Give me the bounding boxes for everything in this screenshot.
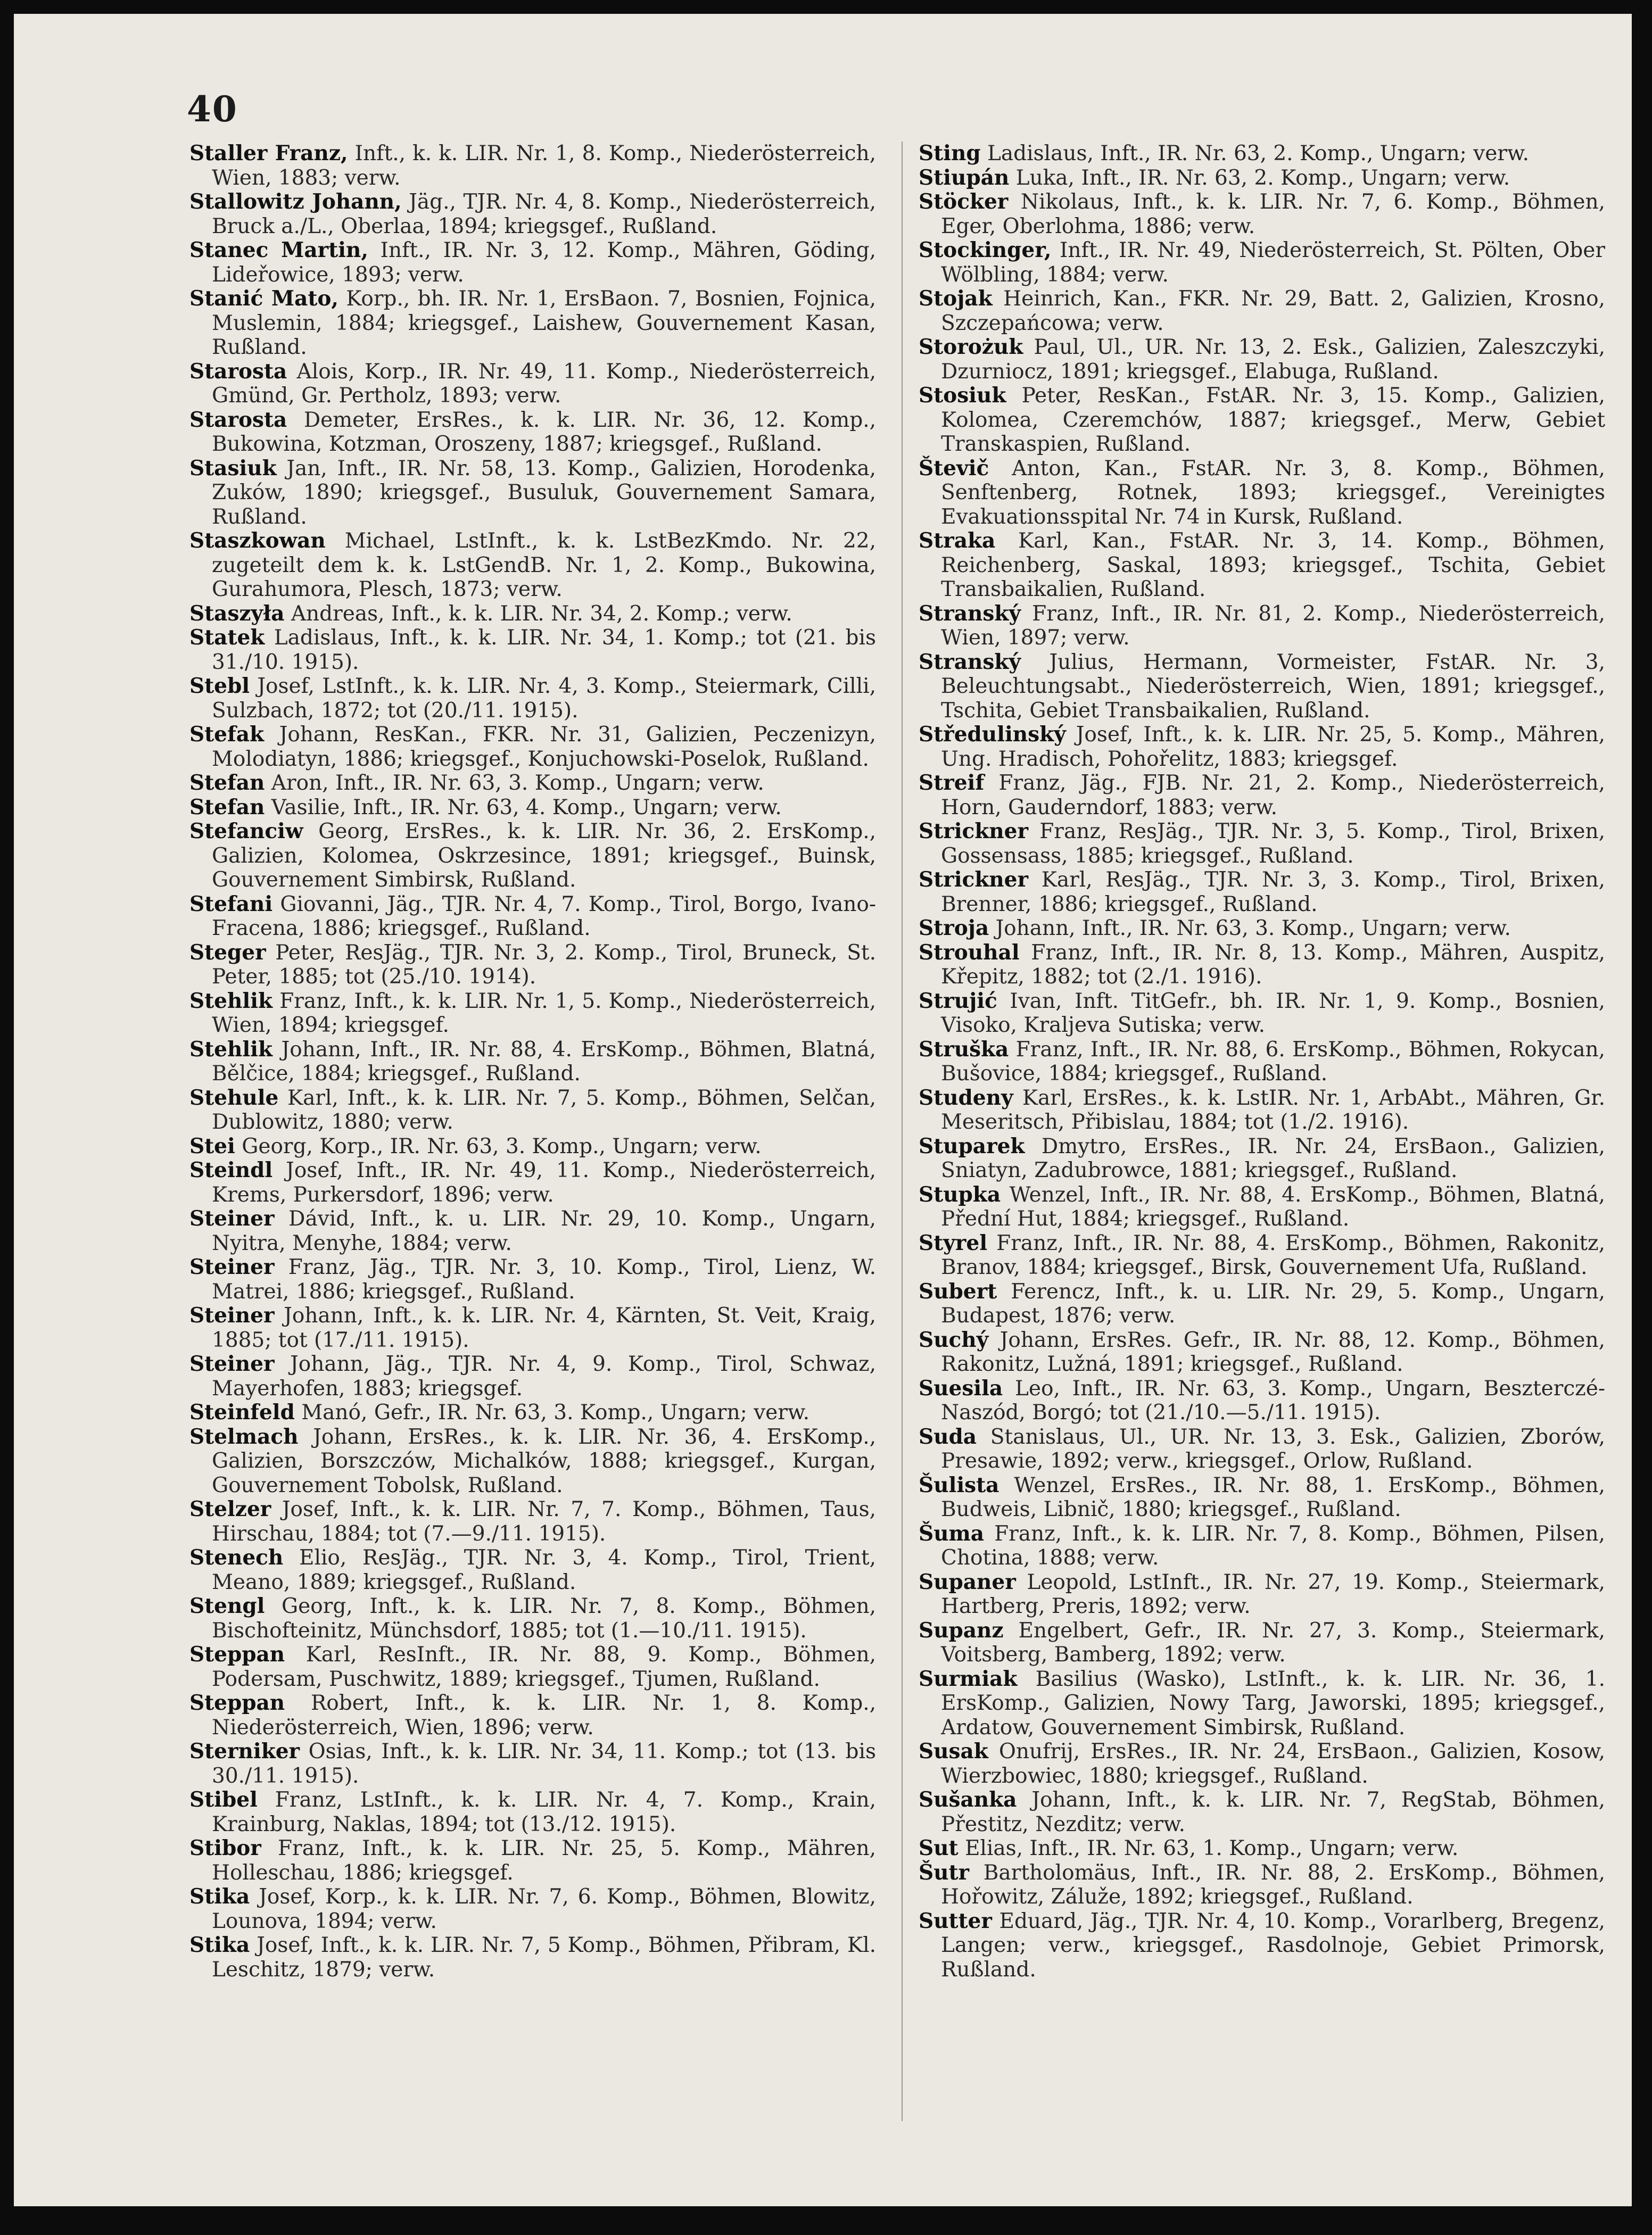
entry-details: Manó, Gefr., IR. Nr. 63, 3. Komp., Ungarn; verw.: [294, 1401, 810, 1425]
entry-surname: Stupka: [919, 1182, 1001, 1207]
entry-details: Franz, Inft., k. k. LIR. Nr. 7, 8. Komp., Böhmen, Pilsen, Chotina, 1888; verw.: [941, 1521, 1605, 1570]
entry-details: Johann, ErsRes. Gefr., IR. Nr. 88, 12. Komp., Böhmen, Rakonitz, Lužná, 1891; kriegsgef., Rußland.: [941, 1328, 1605, 1376]
entry-details: Franz, ResJäg., TJR. Nr. 3, 5. Komp., Tirol, Brixen, Gossensass, 1885; kriegsgef., Rußland.: [941, 820, 1605, 868]
entry-surname: Strouhal: [919, 940, 1020, 965]
entry-surname: Stibor: [189, 1836, 261, 1860]
entry-surname: Stojak: [919, 286, 993, 311]
casualty-entry: [919, 1570, 1605, 1619]
casualty-entry: [189, 360, 876, 408]
entry-surname: Staszkowan: [189, 528, 326, 553]
entry-details: Eduard, Jäg., TJR. Nr. 4, 10. Komp., Vorarlberg, Bregenz, Langen; verw., kriegsgef., Rasdolnoje, Gebiet Primorsk, Rußland.: [941, 1909, 1605, 1982]
casualty-entry: [189, 626, 876, 674]
casualty-entry: [189, 1255, 876, 1304]
entry-surname: Steiner: [189, 1352, 275, 1376]
entry-details: Basilius (Wasko), LstInft., k. k. LIR. Nr. 36, 1. ErsKomp., Galizien, Nowy Targ, Jaworski, 1895; kriegsgef., Ardatow, Gouvernement Simbirsk, Rußland.: [941, 1667, 1605, 1740]
casualty-entry: [189, 190, 876, 238]
entry-surname: Sutter: [919, 1908, 992, 1933]
casualty-entry: [919, 457, 1605, 529]
entry-surname: Stehule: [189, 1085, 279, 1110]
entry-details: Josef, LstInft., k. k. LIR. Nr. 4, 3. Komp., Steiermark, Cilli, Sulzbach, 1872; tot (20./11. 1915).: [212, 674, 876, 723]
casualty-entry: [189, 820, 876, 892]
casualty-entry: [919, 1425, 1605, 1474]
casualty-entry: [919, 916, 1605, 941]
casualty-entry: [189, 1836, 876, 1885]
entry-details: Johann, ResKan., FKR. Nr. 31, Galizien, Peczenizyn, Molodiatyn, 1886; kriegsgef., Konjuchowski-Poselok, Rußland.: [212, 723, 876, 771]
entry-surname: Styrel: [919, 1230, 988, 1255]
entry-details: Karl, Kan., FstAR. Nr. 3, 14. Komp., Böhmen, Reichenberg, Saskal, 1893; kriegsgef., Tschita, Gebiet Transbaikalien, Rußland.: [941, 529, 1605, 601]
entry-details: Dmytro, ErsRes., IR. Nr. 24, ErsBaon., Galizien, Sniatyn, Zadubrowce, 1881; kriegsgef., Rußland.: [941, 1134, 1605, 1182]
entry-surname: Stelzer: [189, 1497, 271, 1521]
casualty-entry: [189, 1158, 876, 1207]
casualty-entry: [189, 1691, 876, 1740]
casualty-entry: [189, 1740, 876, 1788]
casualty-entry: [919, 1836, 1605, 1861]
page-number: 40: [187, 88, 238, 130]
entry-surname: Sting: [919, 141, 981, 165]
casualty-entry: [919, 1377, 1605, 1425]
entry-details: Leopold, LstInft., IR. Nr. 27, 19. Komp., Steiermark, Hartberg, Preris, 1892; verw.: [941, 1570, 1605, 1618]
entry-details: Bartholomäus, Inft., IR. Nr. 88, 2. ErsKomp., Böhmen, Hořowitz, Záluže, 1892; kriegsgef., Rußland.: [941, 1860, 1605, 1909]
casualty-entry: [919, 602, 1605, 650]
casualty-entry: [189, 1594, 876, 1643]
casualty-entry: [189, 1304, 876, 1352]
entry-surname: Suesila: [919, 1376, 1003, 1401]
column-divider: [902, 142, 903, 2121]
entry-details: Ladislaus, Inft., IR. Nr. 63, 2. Komp., Ungarn; verw.: [980, 142, 1530, 165]
entry-surname: Supaner: [919, 1569, 1016, 1594]
casualty-entry: [919, 1909, 1605, 1982]
casualty-entry: [919, 989, 1605, 1038]
entry-details: Peter, ResKan., FstAR. Nr. 3, 15. Komp., Galizien, Kolomea, Czeremchów, 1887; kriegsgef., Merw, Gebiet Transkaspien, Rußland.: [941, 384, 1605, 456]
entry-details: Franz, LstInft., k. k. LIR. Nr. 4, 7. Komp., Krain, Krainburg, Naklas, 1894; tot (13./12. 1915).: [212, 1788, 876, 1836]
entry-surname: Stika: [189, 1933, 250, 1957]
casualty-entry: [919, 384, 1605, 457]
entry-surname: Stiupán: [919, 165, 1010, 190]
entry-details: Anton, Kan., FstAR. Nr. 3, 8. Komp., Böhmen, Senftenberg, Rotnek, 1893; kriegsgef., Vereinigtes Evakuationsspital Nr. 74 in Kursk, Rußland.: [941, 456, 1605, 529]
entry-surname: Steiner: [189, 1303, 275, 1328]
entry-surname: Stasiuk: [189, 456, 277, 481]
entry-surname: Struška: [919, 1037, 1009, 1062]
entry-surname: Surmiak: [919, 1666, 1018, 1691]
entry-details: Wenzel, ErsRes., IR. Nr. 88, 1. ErsKomp., Böhmen, Budweis, Libnič, 1880; kriegsgef., Rußland.: [941, 1473, 1605, 1521]
entry-surname: Stefak: [189, 722, 265, 747]
entry-surname: Steger: [189, 940, 266, 965]
entry-surname: Stöcker: [919, 189, 1009, 214]
casualty-entry: [189, 602, 876, 626]
entry-surname: Stengl: [189, 1594, 265, 1618]
entry-surname: Števič: [919, 456, 989, 481]
entry-details: Stanislaus, Ul., UR. Nr. 13, 3. Esk., Galizien, Zborów, Presawie, 1892; verw., kriegsgef., Orlow, Rußland.: [941, 1425, 1605, 1473]
entry-details: Georg, Korp., IR. Nr. 63, 3. Komp., Ungarn; verw.: [235, 1134, 762, 1158]
entry-details: Josef, Inft., IR. Nr. 49, 11. Komp., Niederösterreich, Krems, Purkersdorf, 1896; verw.: [212, 1158, 876, 1207]
entry-surname: Šuma: [919, 1521, 985, 1546]
entry-surname: Stanić Mato,: [189, 286, 338, 311]
entry-details: Josef, Inft., k. k. LIR. Nr. 25, 5. Komp., Mähren, Ung. Hradisch, Pohořelitz, 1883; kriegsgef.: [941, 723, 1605, 771]
entry-surname: Sterniker: [189, 1739, 300, 1764]
entry-details: Franz, Inft., IR. Nr. 88, 4. ErsKomp., Böhmen, Rakonitz, Branov, 1884; kriegsgef., Birsk, Gouvernement Ufa, Rußland.: [941, 1231, 1605, 1279]
entry-surname: Susak: [919, 1739, 988, 1764]
entry-surname: Storożuk: [919, 335, 1023, 359]
entry-surname: Sušanka: [919, 1787, 1017, 1812]
entry-surname: Stranský: [919, 601, 1021, 626]
entry-details: Johann, ErsRes., k. k. LIR. Nr. 36, 4. ErsKomp., Galizien, Borszczów, Michalków, 1888; kriegsgef., Kurgan, Gouvernement Tobolsk, Rußland.: [212, 1425, 876, 1497]
entry-details: Georg, Inft., k. k. LIR. Nr. 7, 8. Komp., Böhmen, Bischofteinitz, Münchsdorf, 1885; tot (1.—10./11. 1915).: [212, 1594, 876, 1643]
casualty-entry: [919, 1474, 1605, 1522]
entry-surname: Staszyła: [189, 601, 285, 626]
casualty-entry: [189, 771, 876, 796]
entry-surname: Supanz: [919, 1618, 1004, 1643]
entry-surname: Subert: [919, 1279, 997, 1304]
right-column: [919, 142, 1605, 1982]
entry-surname: Stefanciw: [189, 819, 303, 843]
entry-details: Georg, ErsRes., k. k. LIR. Nr. 36, 2. ErsKomp., Galizien, Kolomea, Oskrzesince, 1891; kriegsgef., Buinsk, Gouvernement Simbirsk, Rußland.: [212, 820, 876, 892]
casualty-entry: [919, 723, 1605, 771]
entry-surname: Stehlik: [189, 988, 272, 1013]
entry-details: Heinrich, Kan., FKR. Nr. 29, Batt. 2, Galizien, Krosno, Szczepańcowa; verw.: [941, 287, 1605, 335]
casualty-entry: [189, 238, 876, 287]
entry-surname: Steiner: [189, 1255, 275, 1279]
casualty-entry: [919, 166, 1605, 191]
entry-surname: Stelmach: [189, 1424, 299, 1449]
entry-details: Ferencz, Inft., k. u. LIR. Nr. 29, 5. Komp., Ungarn, Budapest, 1876; verw.: [941, 1279, 1605, 1328]
casualty-entry: [919, 1667, 1605, 1740]
casualty-entry: [919, 190, 1605, 238]
casualty-entry: [919, 1861, 1605, 1909]
entry-details: Osias, Inft., k. k. LIR. Nr. 34, 11. Komp.; tot (13. bis 30./11. 1915).: [212, 1740, 876, 1788]
entry-details: Inft., IR. Nr. 3, 12. Komp., Mähren, Göding, Lideřowice, 1893; verw.: [212, 238, 876, 287]
casualty-entry: [189, 1546, 876, 1594]
entry-surname: Stefan: [189, 771, 265, 795]
entry-surname: Stefani: [189, 891, 273, 916]
entry-surname: Středulinský: [919, 722, 1066, 747]
entry-details: Josef, Inft., k. k. LIR. Nr. 7, 5 Komp., Böhmen, Přibram, Kl. Leschitz, 1879; verw.: [212, 1933, 876, 1982]
casualty-entry: [919, 529, 1605, 602]
entry-details: Demeter, ErsRes., k. k. LIR. Nr. 36, 12. Komp., Bukowina, Kotzman, Oroszeny, 1887; kriegsgef., Rußland.: [212, 408, 876, 456]
entry-details: Franz, Inft., IR. Nr. 8, 13. Komp., Mähren, Auspitz, Křepitz, 1882; tot (2./1. 1916).: [941, 940, 1605, 989]
entry-details: Franz, Jäg., TJR. Nr. 3, 10. Komp., Tirol, Lienz, W. Matrei, 1886; kriegsgef., Rußland.: [212, 1255, 876, 1304]
entry-surname: Suchý: [919, 1327, 989, 1352]
entry-details: Leo, Inft., IR. Nr. 63, 3. Komp., Ungarn, Beszterczé-Naszód, Borgó; tot (21./10.—5./11. 1915).: [941, 1376, 1605, 1425]
entry-details: Karl, ErsRes., k. k. LstIR. Nr. 1, ArbAbt., Mähren, Gr. Meseritsch, Přibislau, 1884; tot (1./2. 1916).: [941, 1086, 1605, 1134]
entry-details: Aron, Inft., IR. Nr. 63, 3. Komp., Ungarn; verw.: [265, 771, 764, 795]
entry-details: Michael, LstInft., k. k. LstBezKmdo. Nr. 22, zugeteilt dem k. k. LstGendB. Nr. 1, 2. Komp., Bukowina, Gurahumora, Plesch, 1873; verw.: [212, 529, 876, 601]
entry-details: Peter, ResJäg., TJR. Nr. 3, 2. Komp., Tirol, Bruneck, St. Peter, 1885; tot (25./10. 1914).: [212, 940, 876, 989]
entry-details: Johann, Inft., k. k. LIR. Nr. 4, Kärnten, St. Veit, Kraig, 1885; tot (17./11. 1915).: [212, 1304, 876, 1352]
casualty-entry: [919, 868, 1605, 916]
casualty-entry: [919, 1280, 1605, 1328]
entry-details: Karl, Inft., k. k. LIR. Nr. 7, 5. Komp., Böhmen, Selčan, Dublowitz, 1880; verw.: [212, 1086, 876, 1134]
casualty-entry: [919, 1135, 1605, 1183]
casualty-entry: [919, 1328, 1605, 1377]
casualty-entry: [189, 1207, 876, 1255]
casualty-entry: [919, 1522, 1605, 1570]
entry-details: Franz, Inft., IR. Nr. 88, 6. ErsKomp., Böhmen, Rokycan, Bušovice, 1884; kriegsgef., Rußland.: [941, 1037, 1605, 1086]
entry-details: Luka, Inft., IR. Nr. 63, 2. Komp., Ungarn; verw.: [1009, 165, 1510, 190]
document-page: [14, 14, 1632, 2206]
entry-surname: Stika: [189, 1884, 250, 1909]
casualty-entry: [919, 1038, 1605, 1086]
entry-details: Onufrij, ErsRes., IR. Nr. 24, ErsBaon., Galizien, Kosow, Wierzbowiec, 1880; kriegsgef., Rußland.: [941, 1740, 1605, 1788]
casualty-entry: [919, 238, 1605, 287]
entry-surname: Stefan: [189, 794, 265, 820]
casualty-entry: [189, 1401, 876, 1425]
entry-surname: Stroja: [919, 916, 989, 940]
entry-details: Karl, ResJäg., TJR. Nr. 3, 3. Komp., Tirol, Brixen, Brenner, 1886; kriegsgef., Rußland.: [941, 868, 1605, 916]
entry-details: Josef, Korp., k. k. LIR. Nr. 7, 6. Komp., Böhmen, Blowitz, Lounova, 1894; verw.: [212, 1885, 876, 1933]
entry-details: Andreas, Inft., k. k. LIR. Nr. 34, 2. Komp.; verw.: [284, 601, 792, 626]
casualty-entry: [189, 989, 876, 1038]
entry-details: Johann, Inft., k. k. LIR. Nr. 7, RegStab, Böhmen, Přestitz, Nezditz; verw.: [941, 1788, 1605, 1836]
entry-surname: Šulista: [919, 1472, 1000, 1497]
entry-surname: Steindl: [189, 1158, 273, 1182]
casualty-entry: [189, 1425, 876, 1498]
casualty-entry: [189, 892, 876, 941]
entry-details: Inft., IR. Nr. 49, Niederösterreich, St. Pölten, Ober Wölbling, 1884; verw.: [941, 238, 1605, 287]
entry-details: Franz, Inft., k. k. LIR. Nr. 25, 5. Komp., Mähren, Holleschau, 1886; kriegsgef.: [212, 1836, 876, 1885]
casualty-entry: [919, 1788, 1605, 1836]
casualty-entry: [919, 287, 1605, 335]
casualty-entry: [189, 142, 876, 190]
casualty-entry: [919, 941, 1605, 989]
casualty-entry: [189, 1352, 876, 1401]
entry-surname: Stranský: [919, 649, 1021, 674]
entry-surname: Steppan: [189, 1642, 285, 1667]
casualty-entry: [919, 1740, 1605, 1788]
casualty-entry: [919, 335, 1605, 384]
entry-details: Ivan, Inft. TitGefr., bh. IR. Nr. 1, 9. Komp., Bosnien, Visoko, Kraljeva Sutiska; verw.: [941, 989, 1605, 1037]
entry-details: Elias, Inft., IR. Nr. 63, 1. Komp., Ungarn; verw.: [958, 1836, 1459, 1860]
entry-surname: Steiner: [189, 1206, 275, 1231]
entry-details: Robert, Inft., k. k. LIR. Nr. 1, 8. Komp., Niederösterreich, Wien, 1896; verw.: [212, 1691, 876, 1740]
entry-surname: Strickner: [919, 867, 1029, 892]
entry-details: Korp., bh. IR. Nr. 1, ErsBaon. 7, Bosnien, Fojnica, Muslemin, 1884; kriegsgef., Laishew, Gouvernement Kasan, Rußland.: [212, 287, 876, 359]
entry-surname: Stanec Martin,: [189, 238, 368, 262]
entry-details: Inft., k. k. LIR. Nr. 1, 8. Komp., Niederösterreich, Wien, 1883; verw.: [212, 142, 876, 190]
entry-details: Franz, Jäg., FJB. Nr. 21, 2. Komp., Niederösterreich, Horn, Gauderndorf, 1883; verw.: [941, 771, 1605, 820]
left-column: [189, 142, 876, 1982]
casualty-entry: [919, 1619, 1605, 1667]
entry-details: Jan, Inft., IR. Nr. 58, 13. Komp., Galizien, Horodenka, Zuków, 1890; kriegsgef., Busuluk, Gouvernement Samara, Rußland.: [212, 456, 876, 529]
entry-details: Giovanni, Jäg., TJR. Nr. 4, 7. Komp., Tirol, Borgo, Ivano-Fracena, 1886; kriegsgef., Rußland.: [212, 892, 876, 940]
entry-details: Josef, Inft., k. k. LIR. Nr. 7, 7. Komp., Böhmen, Taus, Hirschau, 1884; tot (7.—9./11. 1915).: [212, 1497, 876, 1546]
entry-details: Franz, Inft., k. k. LIR. Nr. 1, 5. Komp., Niederösterreich, Wien, 1894; kriegsgef.: [212, 989, 876, 1037]
entry-details: Alois, Korp., IR. Nr. 49, 11. Komp., Niederösterreich, Gmünd, Gr. Pertholz, 1893; verw.: [212, 359, 876, 408]
entry-details: Johann, Inft., IR. Nr. 88, 4. ErsKomp., Böhmen, Blatná, Bělčice, 1884; kriegsgef., Rußland.: [212, 1037, 876, 1086]
casualty-entry: [189, 1038, 876, 1086]
entry-details: Nikolaus, Inft., k. k. LIR. Nr. 7, 6. Komp., Böhmen, Eger, Oberlohma, 1886; verw.: [941, 190, 1605, 238]
entry-surname: Staller Franz,: [189, 141, 348, 165]
casualty-entry: [189, 1788, 876, 1836]
entry-surname: Stockinger,: [919, 238, 1052, 262]
entry-surname: Stebl: [189, 674, 250, 698]
casualty-entry: [189, 1497, 876, 1546]
entry-surname: Stei: [189, 1133, 235, 1158]
entry-details: Vasilie, Inft., IR. Nr. 63, 4. Komp., Ungarn; verw.: [265, 795, 782, 820]
entry-surname: Strujić: [919, 988, 997, 1013]
entry-surname: Stuparek: [919, 1133, 1025, 1158]
entry-details: Julius, Hermann, Vormeister, FstAR. Nr. 3, Beleuchtungsabt., Niederösterreich, Wien, 1891; kriegsgef., Tschita, Gebiet Transbaikalien, Rußland.: [941, 650, 1605, 723]
casualty-entry: [919, 1086, 1605, 1135]
casualty-entry: [189, 1885, 876, 1933]
entry-surname: Sut: [919, 1836, 959, 1860]
entry-surname: Stallowitz Johann,: [189, 189, 402, 214]
casualty-entry: [189, 457, 876, 529]
entry-surname: Steinfeld: [189, 1400, 295, 1425]
entry-surname: Stenech: [189, 1545, 284, 1570]
entry-details: Johann, Inft., IR. Nr. 63, 3. Komp., Ungarn; verw.: [989, 916, 1511, 940]
casualty-entry: [189, 1086, 876, 1135]
entry-surname: Stibel: [189, 1787, 258, 1812]
entry-details: Elio, ResJäg., TJR. Nr. 3, 4. Komp., Tirol, Trient, Meano, 1889; kriegsgef., Rußland.: [212, 1546, 876, 1594]
entry-surname: Šutr: [919, 1860, 970, 1885]
entry-surname: Stosiuk: [919, 383, 1006, 408]
entry-surname: Statek: [189, 625, 265, 650]
casualty-entry: [919, 1231, 1605, 1280]
casualty-entry: [919, 820, 1605, 868]
entry-surname: Starosta: [189, 407, 287, 432]
casualty-entry: [189, 1643, 876, 1691]
casualty-entry: [919, 142, 1605, 166]
entry-surname: Steppan: [189, 1691, 285, 1715]
casualty-entry: [189, 287, 876, 360]
casualty-entry: [189, 796, 876, 820]
casualty-entry: [919, 771, 1605, 820]
casualty-entry: [189, 723, 876, 771]
casualty-entry: [919, 1183, 1605, 1231]
casualty-entry: [189, 1135, 876, 1159]
casualty-entry: [189, 529, 876, 602]
entry-surname: Starosta: [189, 359, 287, 384]
entry-details: Dávid, Inft., k. u. LIR. Nr. 29, 10. Komp., Ungarn, Nyitra, Menyhe, 1884; verw.: [212, 1207, 876, 1255]
entry-surname: Straka: [919, 528, 996, 553]
entry-surname: Studeny: [919, 1085, 1013, 1110]
entry-details: Johann, Jäg., TJR. Nr. 4, 9. Komp., Tirol, Schwaz, Mayerhofen, 1883; kriegsgef.: [212, 1352, 876, 1401]
entry-surname: Stehlik: [189, 1037, 272, 1062]
casualty-entry: [189, 1933, 876, 1982]
entry-surname: Suda: [919, 1424, 977, 1449]
casualty-entry: [919, 650, 1605, 723]
entry-surname: Streif: [919, 771, 985, 795]
entry-details: Paul, Ul., UR. Nr. 13, 2. Esk., Galizien, Zaleszczyki, Dzurniocz, 1891; kriegsgef., Elabuga, Rußland.: [941, 335, 1605, 384]
entry-details: Wenzel, Inft., IR. Nr. 88, 4. ErsKomp., Böhmen, Blatná, Přední Hut, 1884; kriegsgef., Rußland.: [941, 1182, 1605, 1231]
casualty-entry: [189, 674, 876, 723]
entry-surname: Strickner: [919, 819, 1029, 843]
entry-details: Jäg., TJR. Nr. 4, 8. Komp., Niederösterreich, Bruck a./L., Oberlaa, 1894; kriegsgef., Rußland.: [212, 190, 876, 238]
entry-details: Engelbert, Gefr., IR. Nr. 27, 3. Komp., Steiermark, Voitsberg, Bamberg, 1892; verw.: [941, 1618, 1605, 1667]
entry-details: Ladislaus, Inft., k. k. LIR. Nr. 34, 1. Komp.; tot (21. bis 31./10. 1915).: [212, 626, 876, 674]
casualty-entry: [189, 941, 876, 989]
entry-details: Franz, Inft., IR. Nr. 81, 2. Komp., Niederösterreich, Wien, 1897; verw.: [941, 601, 1605, 650]
entry-details: Karl, ResInft., IR. Nr. 88, 9. Komp., Böhmen, Podersam, Puschwitz, 1889; kriegsgef., Tjumen, Rußland.: [212, 1643, 876, 1691]
casualty-entry: [189, 408, 876, 457]
